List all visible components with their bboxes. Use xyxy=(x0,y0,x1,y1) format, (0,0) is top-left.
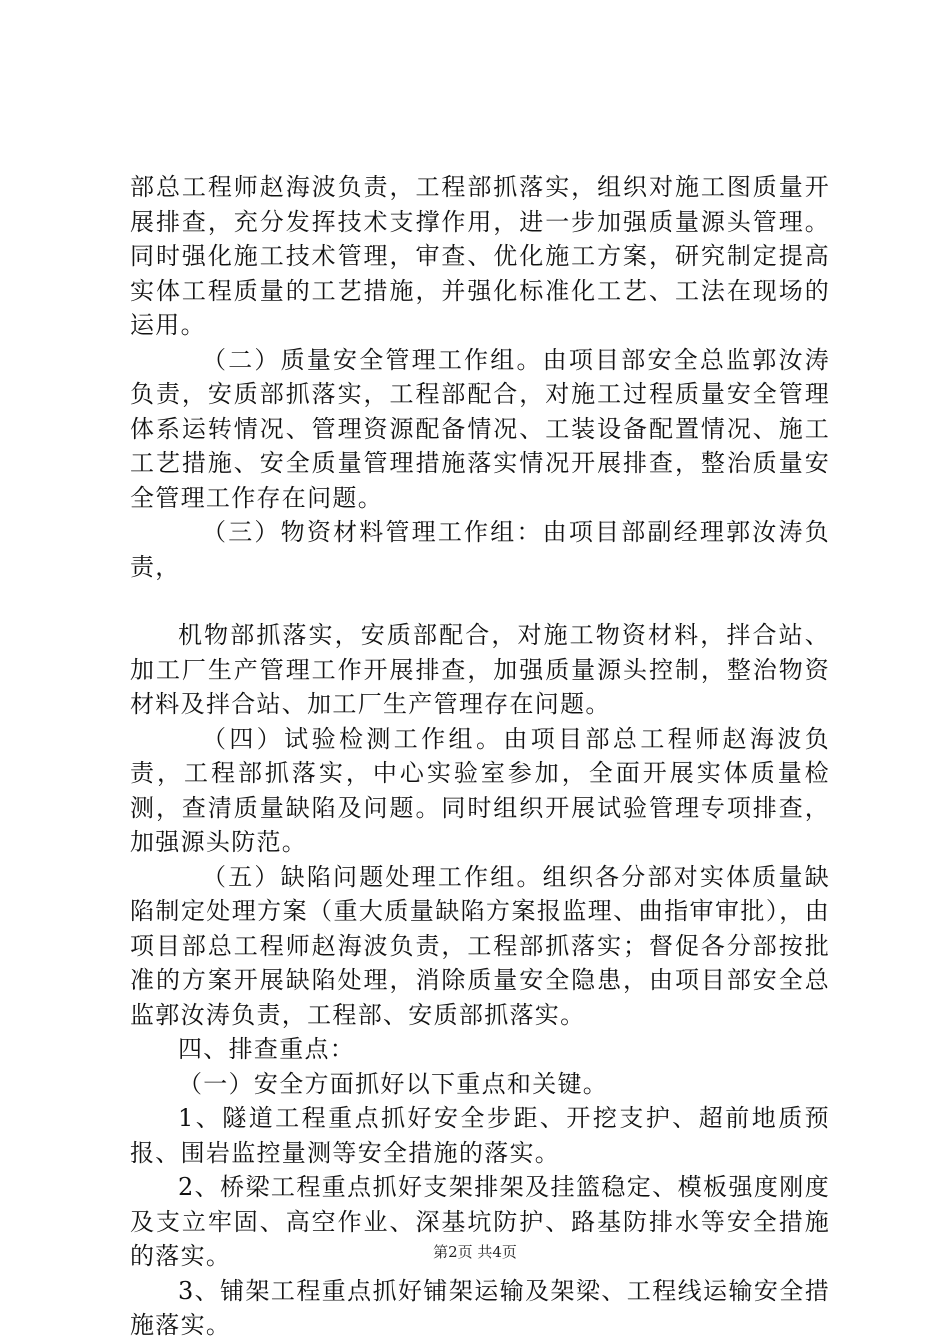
paragraph-materials-group-continued: 机物部抓落实，安质部配合，对施工物资材料，拌合站、加工厂生产管理工作开展排查，加强质量源头控制，整治物资材料及拌合站、加工厂生产管理存在问题。 xyxy=(130,621,830,718)
section-heading-inspection-focus: 四、排查重点： xyxy=(178,1035,356,1063)
subheading-safety-focus: （一）安全方面抓好以下重点和关键。 xyxy=(178,1069,609,1098)
paragraph-gap xyxy=(130,584,830,618)
paragraph-defect-handling-group: （五）缺陷问题处理工作组。组织各分部对实体质量缺陷制定处理方案（重大质量缺陷方案报监理、曲指审审批），由项目部总工程师赵海波负责，工程部抓落实；督促各分部按批准的方案开展缺陷处理，消除质量安全隐患，由项目部安全总监郭汝涛负责，工程部、安质部抓落实。 xyxy=(130,862,830,1029)
list-item-track-laying-engineering: 3、铺架工程重点抓好铺架运输及架梁、工程线运输安全措施落实。 xyxy=(130,1276,830,1339)
paragraph-testing-group: （四）试验检测工作组。由项目部总工程师赵海波负责，工程部抓落实，中心实验室参加，全面开展实体质量检测，查清质量缺陷及问题。同时组织开展试验管理专项排查，加强源头防范。 xyxy=(130,724,830,856)
list-item-tunnel-engineering: 1、隧道工程重点抓好安全步距、开挖支护、超前地质预报、围岩监控量测等安全措施的落实。 xyxy=(130,1104,830,1167)
page-footer: 第2页 共4页 xyxy=(433,1243,517,1261)
paragraph-materials-group: （三）物资材料管理工作组：由项目部副经理郭汝涛负责， xyxy=(130,518,830,581)
paragraph-technical-group-continued: 部总工程师赵海波负责，工程部抓落实，组织对施工图质量开展排查，充分发挥技术支撑作用，进一步加强质量源头管理。同时强化施工技术管理，审查、优化施工方案，研究制定提高实体工程质量的工艺措施，并强化标准化工艺、工法在现场的运用。 xyxy=(130,173,830,339)
document-body xyxy=(130,170,830,1343)
list-item-bridge-engineering: 2、桥梁工程重点抓好支架排架及挂篮稳定、模板强度刚度及支立牢固、高空作业、深基坑防护、路基防排水等安全措施的落实。 xyxy=(130,1173,830,1270)
paragraph-quality-safety-group: （二）质量安全管理工作组。由项目部安全总监郭汝涛负责，安质部抓落实，工程部配合，对施工过程质量安全管理体系运转情况、管理资源配备情况、工装设备配置情况、施工工艺措施、安全质量管理措施落实情况开展排查，整治质量安全管理工作存在问题。 xyxy=(130,345,830,512)
